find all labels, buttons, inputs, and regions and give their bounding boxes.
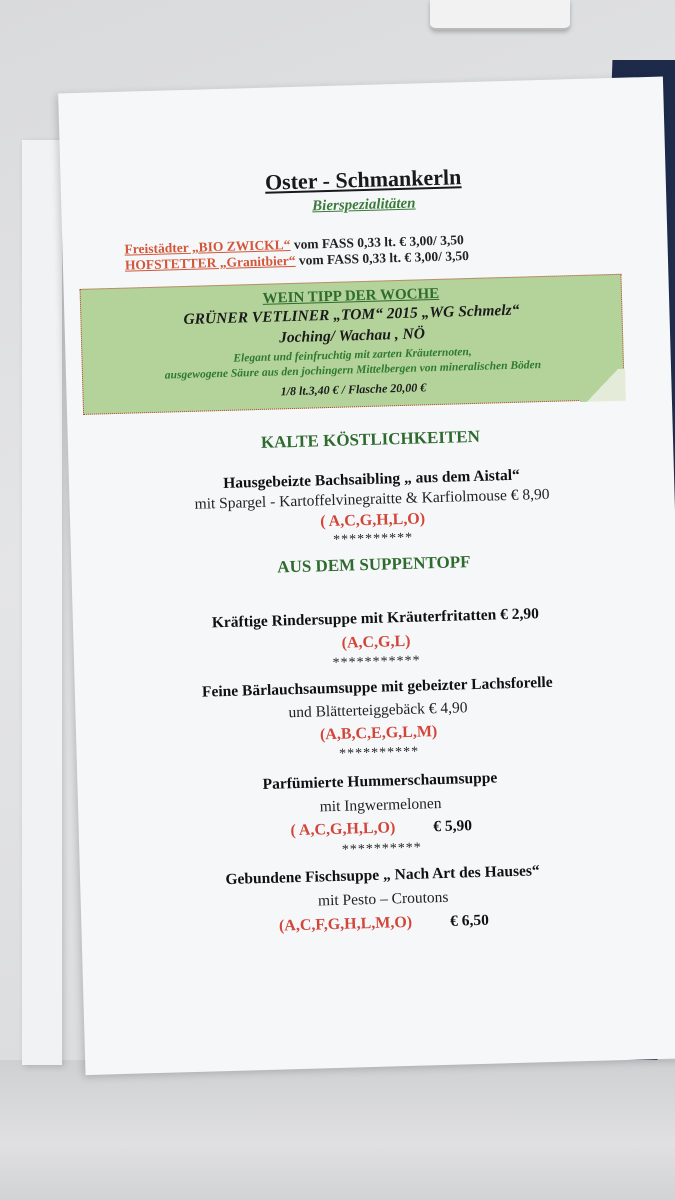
page-curl-decoration — [579, 369, 626, 402]
wine-heading: WEIN TIPP DER WOCHE — [262, 285, 440, 307]
wine-tip-box — [80, 274, 625, 415]
menu-title: Oster - Schmankerln — [264, 164, 462, 195]
dish-description: mit Pesto – Croutons — [317, 888, 449, 910]
tablecloth — [0, 1060, 675, 1200]
separator: *********** — [332, 653, 421, 672]
dish-price: € 6,50 — [449, 911, 490, 930]
allergen-codes: (A,C,G,L) — [341, 632, 411, 652]
allergen-codes: ( A,C,G,H,L,O) — [319, 510, 426, 531]
dish-name: Kräftige Rindersuppe mit Kräuterfritatten € 2,90 — [211, 605, 540, 632]
allergen-codes: (A,B,C,E,G,L,M) — [319, 723, 438, 744]
wine-description: Elegant und feinfruchtig mit zarten Kräuternoten, — [233, 346, 472, 365]
separator: ********** — [341, 840, 423, 858]
dish-description: und Blätterteiggebäck € 4,90 — [288, 699, 468, 722]
section-heading-soup: AUS DEM SUPPENTOPF — [277, 552, 471, 577]
wine-description: ausgewogene Säure aus den jochingern Mittelbergen von mineralischen Böden — [164, 359, 542, 382]
device-edge — [430, 0, 570, 30]
dish-name: Parfümierte Hummerschaumsuppe — [262, 769, 498, 794]
beer-detail: vom FASS 0,33 lt. € 3,00/ 3,50 — [290, 232, 464, 253]
dish-name: Gebundene Fischsuppe „ Nach Art des Hauses“ — [225, 862, 540, 889]
allergen-codes: (A,C,F,G,H,L,M,O) — [278, 913, 413, 935]
beer-heading: Bierspezialitäten — [311, 195, 416, 215]
dish-description: mit Spargel - Kartoffelvinegraitte & Karfiolmouse € 8,90 — [194, 485, 550, 513]
separator: ********** — [332, 530, 414, 548]
allergen-codes: ( A,C,G,H,L,O) — [290, 819, 396, 840]
menu-sheet — [58, 77, 675, 1076]
dish-price: € 5,90 — [433, 817, 473, 836]
wine-name: GRÜNER VETLINER „TOM“ 2015 „WG Schmelz“ — [183, 301, 520, 329]
wine-price: 1/8 lt.3,40 € / Flasche 20,00 € — [280, 380, 427, 399]
separator: ********** — [338, 744, 420, 762]
beer-brand: Freistädter „BIO ZWICKL“ — [124, 237, 291, 257]
beer-detail: vom FASS 0,33 lt. € 3,00/ 3,50 — [295, 248, 470, 268]
wine-origin: Joching/ Wachau , NÖ — [278, 325, 426, 347]
dish-description: mit Ingwermelonen — [319, 795, 442, 816]
beer-brand: HOFSTETTER „Granitbier“ — [124, 252, 296, 273]
dish-name: Feine Bärlauchsaumsuppe mit gebeizter Lachsforelle — [201, 673, 553, 701]
dish-name: Hausgebeizte Bachsaibling „ aus dem Aistal“ — [222, 466, 521, 492]
back-sheet — [22, 140, 62, 1065]
section-heading-cold: KALTE KÖSTLICHKEITEN — [260, 426, 481, 452]
